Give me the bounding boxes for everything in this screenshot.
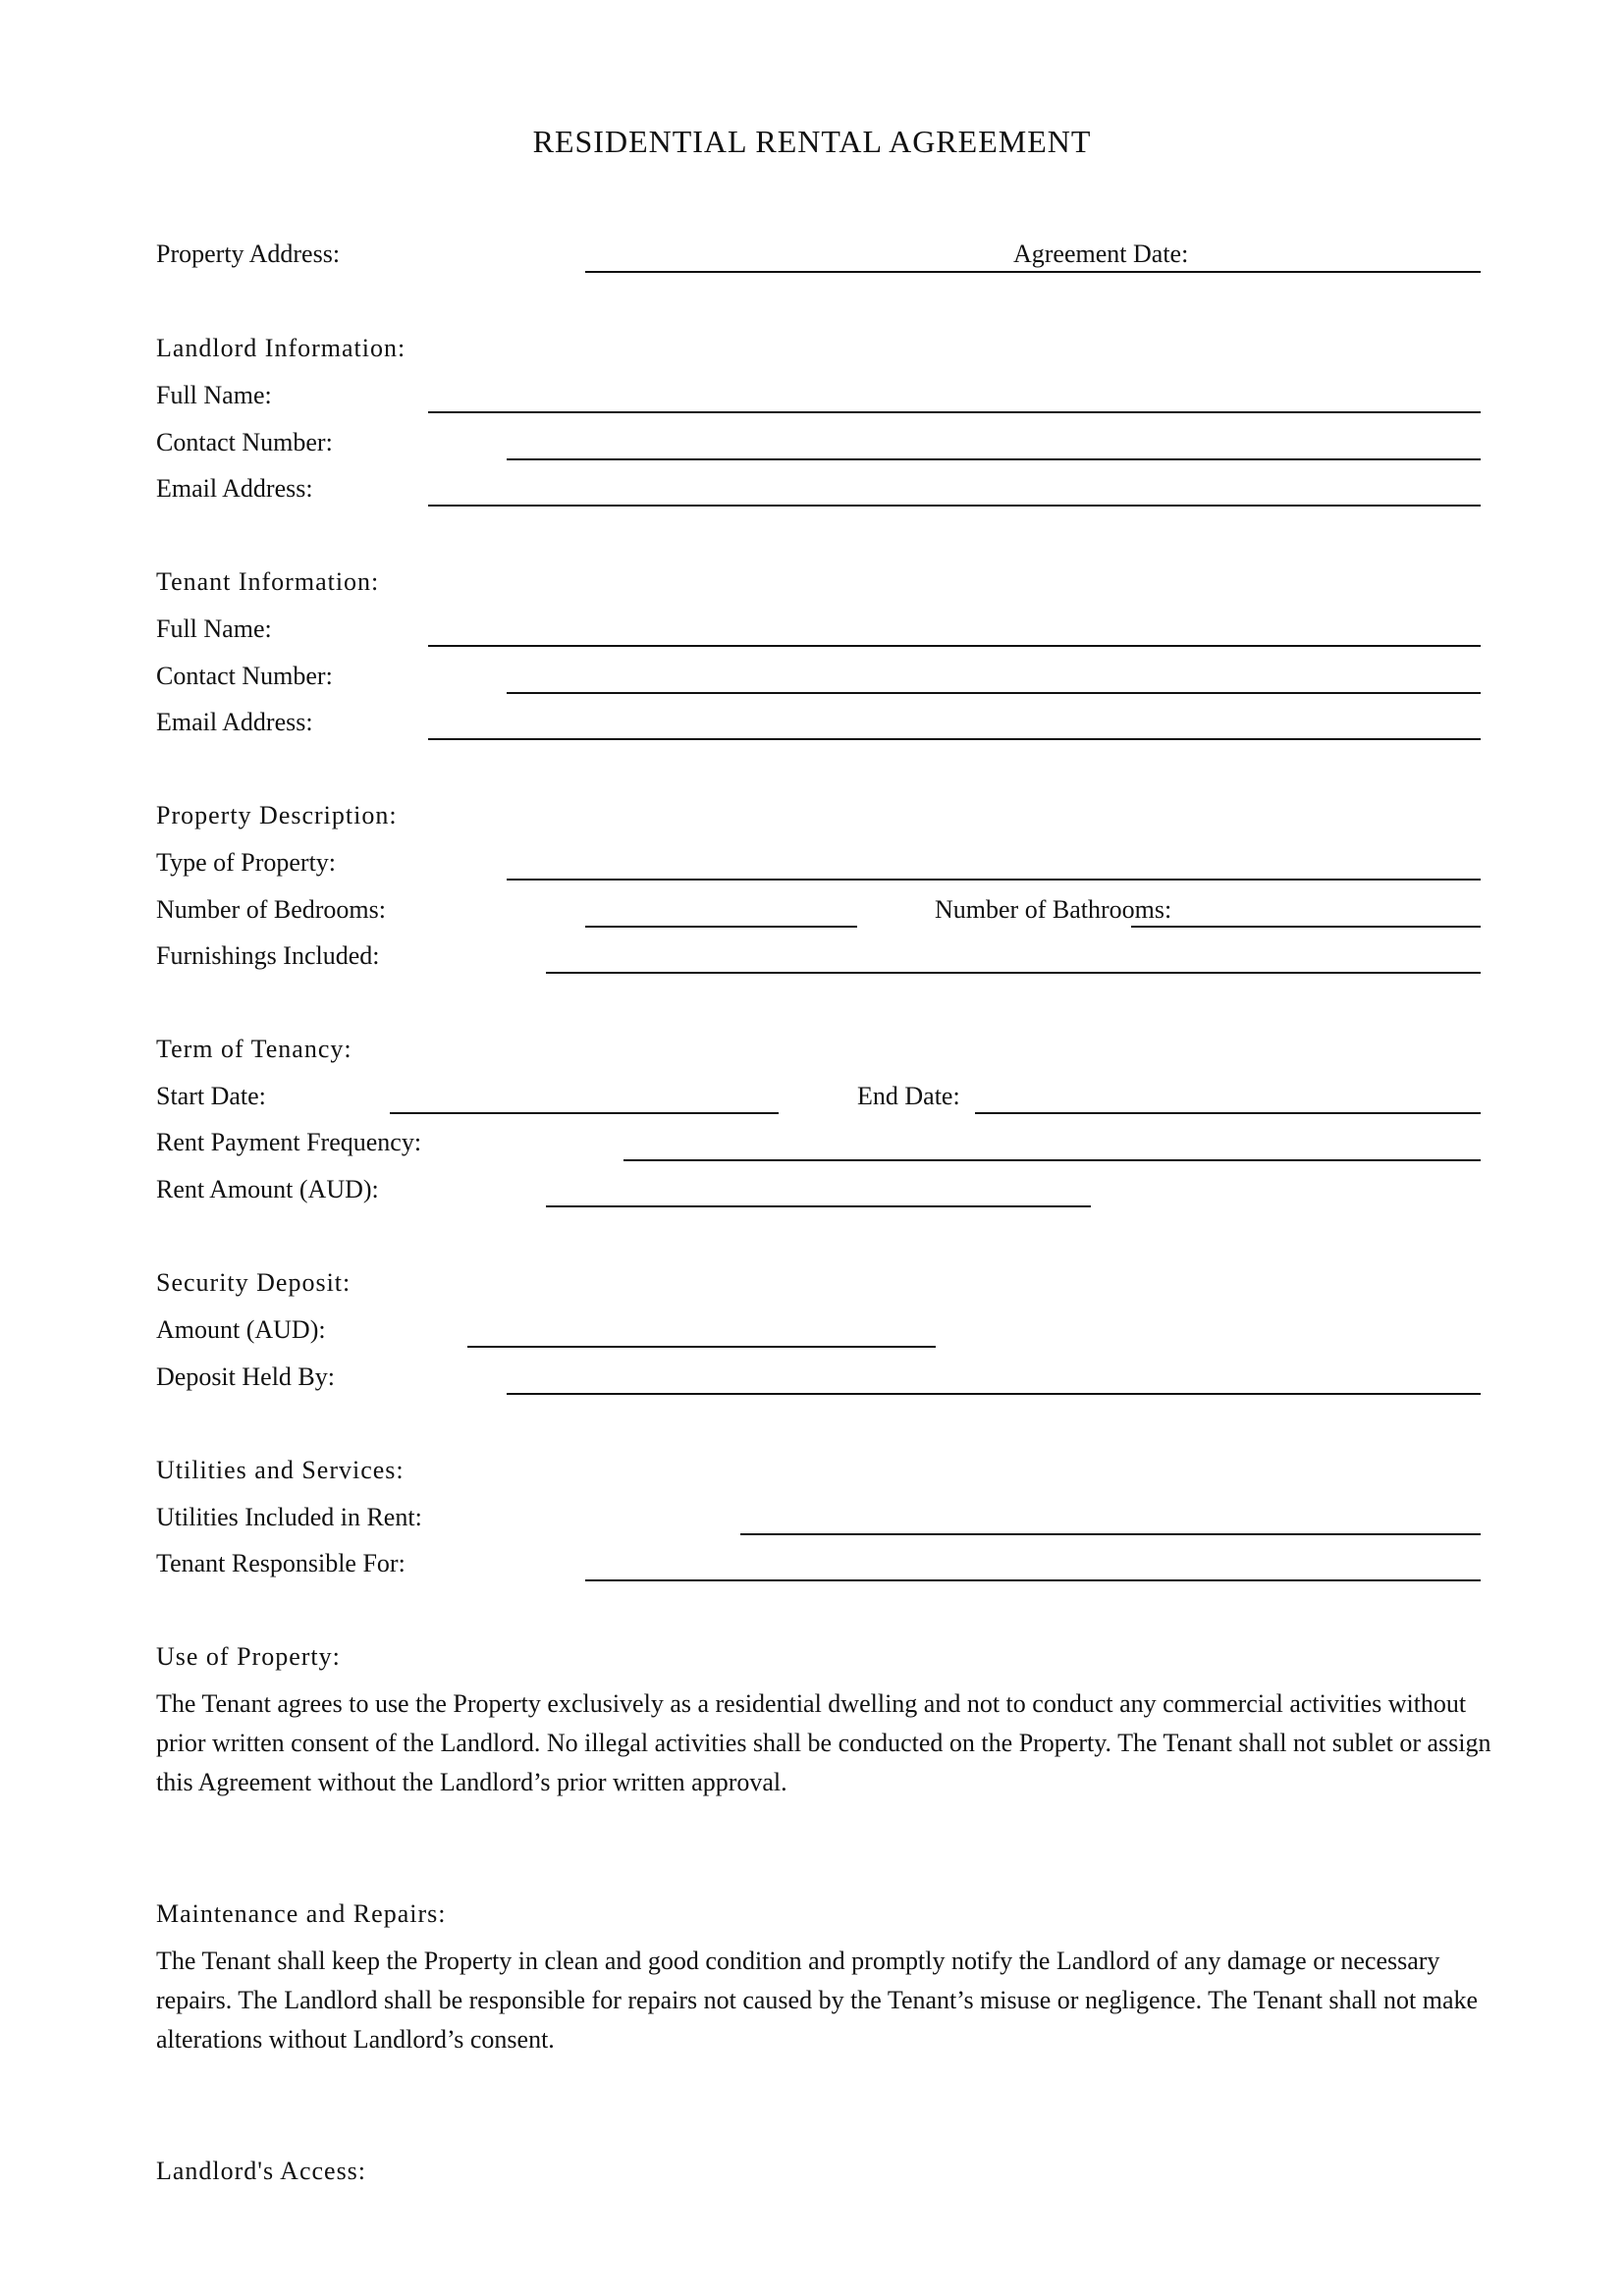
term-section-heading: Term of Tenancy: xyxy=(156,1035,352,1063)
bathrooms-label: Number of Bathrooms: xyxy=(935,895,1172,924)
deposit-amount-label: Amount (AUD): xyxy=(156,1315,326,1344)
end-date-label: End Date: xyxy=(857,1082,960,1110)
deposit-held-by-field[interactable] xyxy=(507,1393,1481,1395)
utilities-section-heading: Utilities and Services: xyxy=(156,1456,405,1484)
maintenance-text: The Tenant shall keep the Property in clean and good condition and promptly notify the Landlord of any damage or necessary repairs. The Landlord shall be responsible for repairs not caused by the Tenant’s misuse or negligence. The Tenant shall not make alterations without Landlord’s consent. xyxy=(156,1947,1479,2054)
property-type-label: Type of Property: xyxy=(156,848,337,877)
furnishings-label: Furnishings Included: xyxy=(156,941,380,970)
deposit-held-by-label: Deposit Held By: xyxy=(156,1362,335,1391)
tenant-full-name-label: Full Name: xyxy=(156,614,272,643)
tenant-contact-number-label: Contact Number: xyxy=(156,662,333,690)
start-date-label: Start Date: xyxy=(156,1082,266,1110)
landlord-full-name-label: Full Name: xyxy=(156,381,272,409)
landlord-email-address-label: Email Address: xyxy=(156,474,313,503)
tenant-responsible-label: Tenant Responsible For: xyxy=(156,1549,406,1577)
landlord-full-name-field[interactable] xyxy=(428,411,1481,413)
bedrooms-label: Number of Bedrooms: xyxy=(156,895,386,924)
access-section-heading: Landlord's Access: xyxy=(156,2157,367,2185)
deposit-section-heading: Security Deposit: xyxy=(156,1268,352,1297)
tenant-full-name-field[interactable] xyxy=(428,645,1481,647)
rent-amount-field[interactable] xyxy=(546,1205,1091,1207)
landlord-contact-number-field[interactable] xyxy=(507,458,1481,460)
rent-frequency-field[interactable] xyxy=(623,1159,1481,1161)
landlord-section-heading: Landlord Information: xyxy=(156,334,406,362)
utilities-included-field[interactable] xyxy=(740,1533,1481,1535)
furnishings-field[interactable] xyxy=(546,972,1481,974)
rent-amount-label: Rent Amount (AUD): xyxy=(156,1175,379,1203)
landlord-contact-number-label: Contact Number: xyxy=(156,428,333,456)
deposit-amount-field[interactable] xyxy=(467,1346,936,1348)
end-date-field[interactable] xyxy=(975,1112,1481,1114)
property-address-label: Property Address: xyxy=(156,240,341,268)
document-title: RESIDENTIAL RENTAL AGREEMENT xyxy=(532,124,1092,159)
bathrooms-field[interactable] xyxy=(1131,926,1481,928)
use-section-heading: Use of Property: xyxy=(156,1642,341,1671)
agreement-date-label: Agreement Date: xyxy=(1013,240,1189,268)
property-address-field[interactable] xyxy=(585,271,1481,273)
landlord-email-address-field[interactable] xyxy=(428,505,1481,507)
maintenance-section-heading: Maintenance and Repairs: xyxy=(156,1899,447,1928)
rent-frequency-label: Rent Payment Frequency: xyxy=(156,1128,422,1156)
bedrooms-field[interactable] xyxy=(585,926,857,928)
property-type-field[interactable] xyxy=(507,879,1481,881)
property-section-heading: Property Description: xyxy=(156,801,398,829)
tenant-section-heading: Tenant Information: xyxy=(156,567,380,596)
start-date-field[interactable] xyxy=(390,1112,779,1114)
utilities-included-label: Utilities Included in Rent: xyxy=(156,1503,422,1531)
tenant-email-address-field[interactable] xyxy=(428,738,1481,740)
tenant-contact-number-field[interactable] xyxy=(507,692,1481,694)
tenant-email-address-label: Email Address: xyxy=(156,708,313,736)
tenant-responsible-field[interactable] xyxy=(585,1579,1481,1581)
use-of-property-text: The Tenant agrees to use the Property exclusively as a residential dwelling and not to conduct any commercial activities without prior written consent of the Landlord. No illegal activities shall be conducted on the Property. The Tenant shall not sublet or assign this Agreement without the Landlord’s prior written approval. xyxy=(156,1689,1491,1796)
